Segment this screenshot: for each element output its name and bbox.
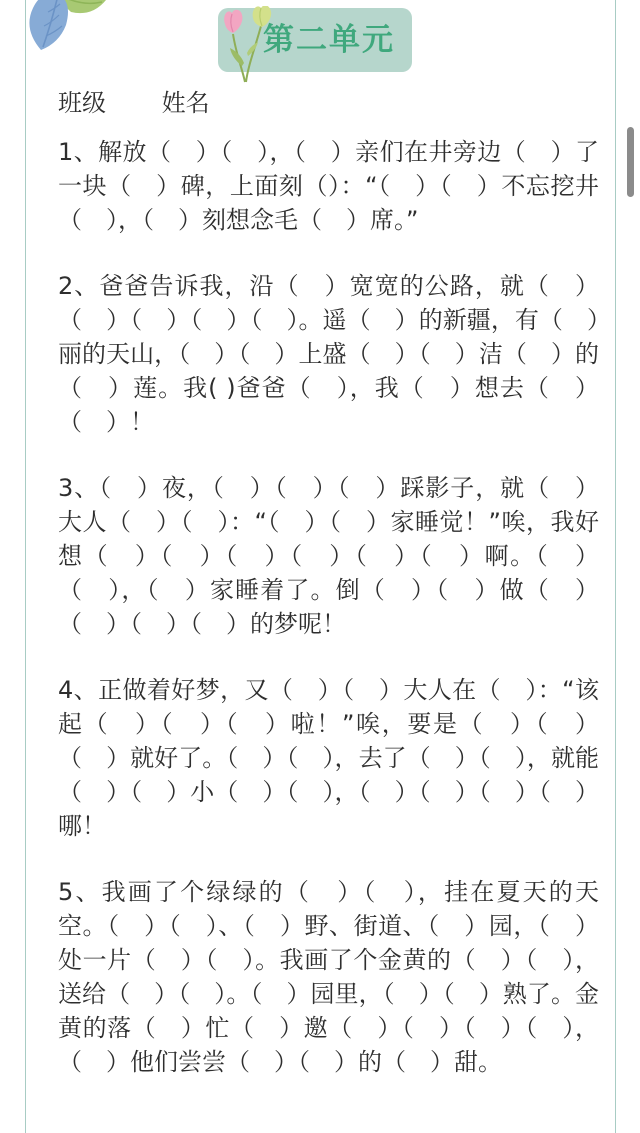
question-5: 5、我画了个绿绿的（ ）（ ），挂在夏天的天空。（ ）（ ）、（ ）野、街道、（ ）园，（ ）处一片（ ）（ ）。我画了个金黄的（ ）（ ），送给（ ）（ ）。（ ）园里，（ ）（ ）熟了。金黄的落（ ）忙（ ）邀（ ）（ ）（ ）（ ），（ ）他们尝尝（ ）（ ）的（ ）甜。: [58, 878, 599, 1076]
unit-title: 第二单元: [263, 22, 395, 58]
question-1: 1、解放（ ）（ ），（ ）亲们在井旁边（ ）了一块（ ）碑，上面刻（）：“（ ）（ ）不忘挖井（ ），（ ）刻想念毛（ ）席。”: [58, 138, 599, 234]
question-3: 3、（ ）夜，（ ）（ ）（ ）踩影子，就（ ）大人（ ）（ ）：“（ ）（ ）家睡觉！”唉，我好想（ ）（ ）（ ）（ ）（ ）（ ）啊。（ ）（ ），（ ）家睡着了。倒（ ）（ ）做（ ）（ ）（ ）（ ）的梦呢！: [58, 474, 599, 638]
scrollbar-thumb[interactable]: [627, 127, 634, 197]
class-label: 班级: [58, 89, 106, 117]
meta-row: [58, 86, 599, 120]
frame-border-left: [25, 0, 26, 1133]
question-4: 4、正做着好梦，又（ ）（ ）大人在（ ）：“该起（ ）（ ）（ ）啦！”唉，要是（ ）（ ）（ ）就好了。（ ）（ ），去了（ ）（ ），就能（ ）（ ）小（ ）（ ），（ ）（ ）（ ）（ ）哪！: [58, 676, 599, 840]
name-label: 姓名: [161, 89, 210, 117]
tulip-flowers-icon: [220, 6, 276, 86]
frame-border-right: [615, 0, 616, 1133]
question-2: 2、爸爸告诉我，沿（ ）宽宽的公路，就（ ）（ ）（ ）（ ）（ ）。遥（ ）的新疆，有（ ）丽的天山，（ ）（ ）上盛（ ）（ ）洁（ ）的（ ）莲。我( )爸爸（ ），我（ ）想去（ ）（ ）！: [58, 272, 599, 436]
corner-leaves-icon: [14, 0, 110, 54]
worksheet-content: [58, 86, 599, 1079]
